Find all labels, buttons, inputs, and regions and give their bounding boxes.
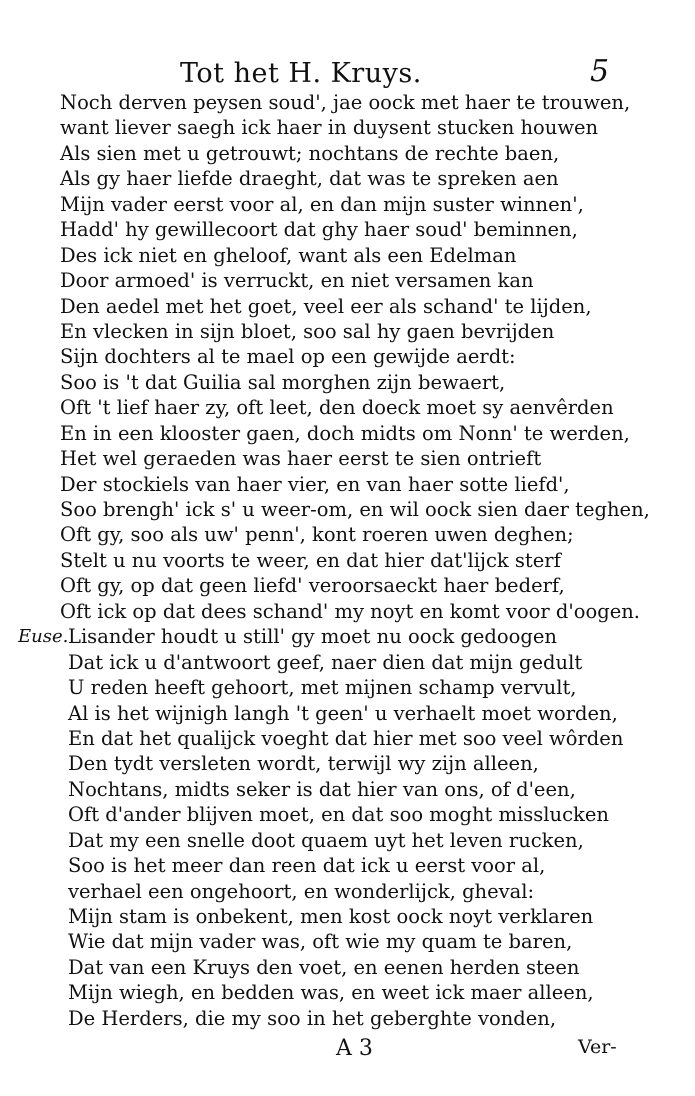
verse-text: Mijn wiegh, en bedden was, en weet ick maer alleen, [68, 981, 594, 1005]
verse-text: want liever saegh ick haer in duysent stucken houwen [60, 116, 599, 140]
verse-line [0, 319, 695, 344]
verse-text: Het wel geraeden was haer eerst te sien ontrieft [60, 447, 542, 471]
verse-line [0, 904, 695, 929]
verse-line [0, 421, 695, 446]
verse-line [0, 929, 695, 954]
catchword: Ver- [578, 1036, 617, 1058]
verse-line [0, 701, 695, 726]
verse-text: Oft gy, op dat geen liefd' veroorsaeckt haer bederf, [60, 574, 565, 598]
speaker-label: Euse. [18, 626, 69, 648]
verse-text: Lisander houdt u still' gy moet nu oock gedoogen [68, 625, 557, 649]
verse-text: Als sien met u getrouwt; nochtans de rechte baen, [60, 141, 560, 165]
verse-text: verhael een ongehoort, en wonderlijck, gheval: [68, 879, 535, 903]
verse-line [0, 573, 695, 598]
verse-text: Nochtans, midts seker is dat hier van ons, of d'een, [68, 777, 576, 801]
verse-text: Dat my een snelle doot quaem uyt het leven rucken, [68, 828, 584, 852]
running-head: Tot het H. Kruys. [180, 58, 422, 89]
verse-line [0, 141, 695, 166]
verse-text: Des ick niet en gheloof, want als een Edelman [60, 243, 517, 267]
verse-line [0, 599, 695, 624]
verse-text: Soo is het meer dan reen dat ick u eerst voor al, [68, 854, 546, 878]
verse-line [0, 90, 695, 115]
verse-text: Als gy haer liefde draeght, dat was te spreken aen [60, 167, 559, 191]
verse-line [0, 115, 695, 140]
verse-line [0, 650, 695, 675]
verse-text: Oft d'ander blijven moet, en dat soo moght misslucken [68, 803, 609, 827]
page-number: 5 [590, 54, 610, 89]
verse-text: Der stockiels van haer vier, en van haer sotte liefd', [60, 472, 570, 496]
verse-text: Door armoed' is verruckt, en niet versamen kan [60, 269, 534, 293]
verse-line [0, 370, 695, 395]
verse-text: Sijn dochters al te mael op een gewijde aerdt: [60, 345, 516, 369]
verse-line [0, 395, 695, 420]
verse-line [0, 344, 695, 369]
verse-line [0, 853, 695, 878]
verse-text: U reden heeft gehoort, met mijnen schamp vervult, [68, 676, 577, 700]
verse-text: Stelt u nu voorts te weer, en dat hier dat'lijck sterf [60, 548, 561, 572]
verse-line [0, 166, 695, 191]
verse-text: Den aedel met het goet, veel eer als schand' te lijden, [60, 294, 592, 318]
verse-block [0, 90, 695, 1031]
verse-text: De Herders, die my soo in het geberghte vonden, [68, 1006, 557, 1030]
verse-line [0, 980, 695, 1005]
verse-text: Dat ick u d'antwoort geef, naer dien dat mijn gedult [68, 650, 583, 674]
verse-line [0, 802, 695, 827]
verse-line [0, 777, 695, 802]
verse-text: En in een klooster gaen, doch midts om Nonn' te werden, [60, 421, 630, 445]
verse-text: En vlecken in sijn bloet, soo sal hy gaen bevrijden [60, 319, 555, 343]
verse-text: Soo is 't dat Guilia sal morghen zijn bewaert, [60, 370, 506, 394]
verse-line [0, 294, 695, 319]
verse-line [0, 243, 695, 268]
verse-text: Hadd' hy gewillecoort dat ghy haer soud' beminnen, [60, 218, 578, 242]
verse-text: Soo brengh' ick s' u weer-om, en wil oock sien daer teghen, [60, 498, 650, 521]
verse-line [0, 472, 695, 497]
verse-text: Al is het wijnigh langh 't geen' u verhaelt moet worden, [68, 701, 618, 725]
signature-mark: A 3 [336, 1036, 373, 1061]
verse-line [0, 446, 695, 471]
verse-line [0, 675, 695, 700]
verse-line [0, 497, 695, 522]
verse-text: Mijn stam is onbekent, men kost oock noyt verklaren [68, 905, 594, 928]
verse-line [0, 217, 695, 242]
verse-text: Den tydt versleten wordt, terwijl wy zijn alleen, [68, 752, 539, 776]
verse-line [0, 1006, 695, 1031]
verse-line [0, 522, 695, 547]
verse-text: Oft gy, soo als uw' penn', kont roeren uwen deghen; [60, 523, 574, 547]
verse-line [0, 955, 695, 980]
verse-line [0, 192, 695, 217]
verse-text: Oft ick op dat dees schand' my noyt en komt voor d'oogen. [60, 599, 641, 623]
verse-text: Oft 't lief haer zy, oft leet, den doeck moet sy aenvêrden [60, 396, 614, 420]
verse-line [0, 828, 695, 853]
verse-text: Noch derven peysen soud', jae oock met haer te trouwen, [60, 91, 631, 114]
verse-text: Dat van een Kruys den voet, en eenen herden steen [68, 955, 580, 979]
verse-line [0, 548, 695, 573]
verse-text: Mijn vader eerst voor al, en dan mijn suster winnen', [60, 192, 584, 216]
verse-line [0, 751, 695, 776]
verse-line [0, 879, 695, 904]
verse-text: Wie dat mijn vader was, oft wie my quam te baren, [68, 930, 573, 954]
verse-line [0, 624, 695, 649]
verse-text: En dat het qualijck voeght dat hier met soo veel wôrden [68, 726, 624, 750]
verse-line [0, 268, 695, 293]
verse-line [0, 726, 695, 751]
